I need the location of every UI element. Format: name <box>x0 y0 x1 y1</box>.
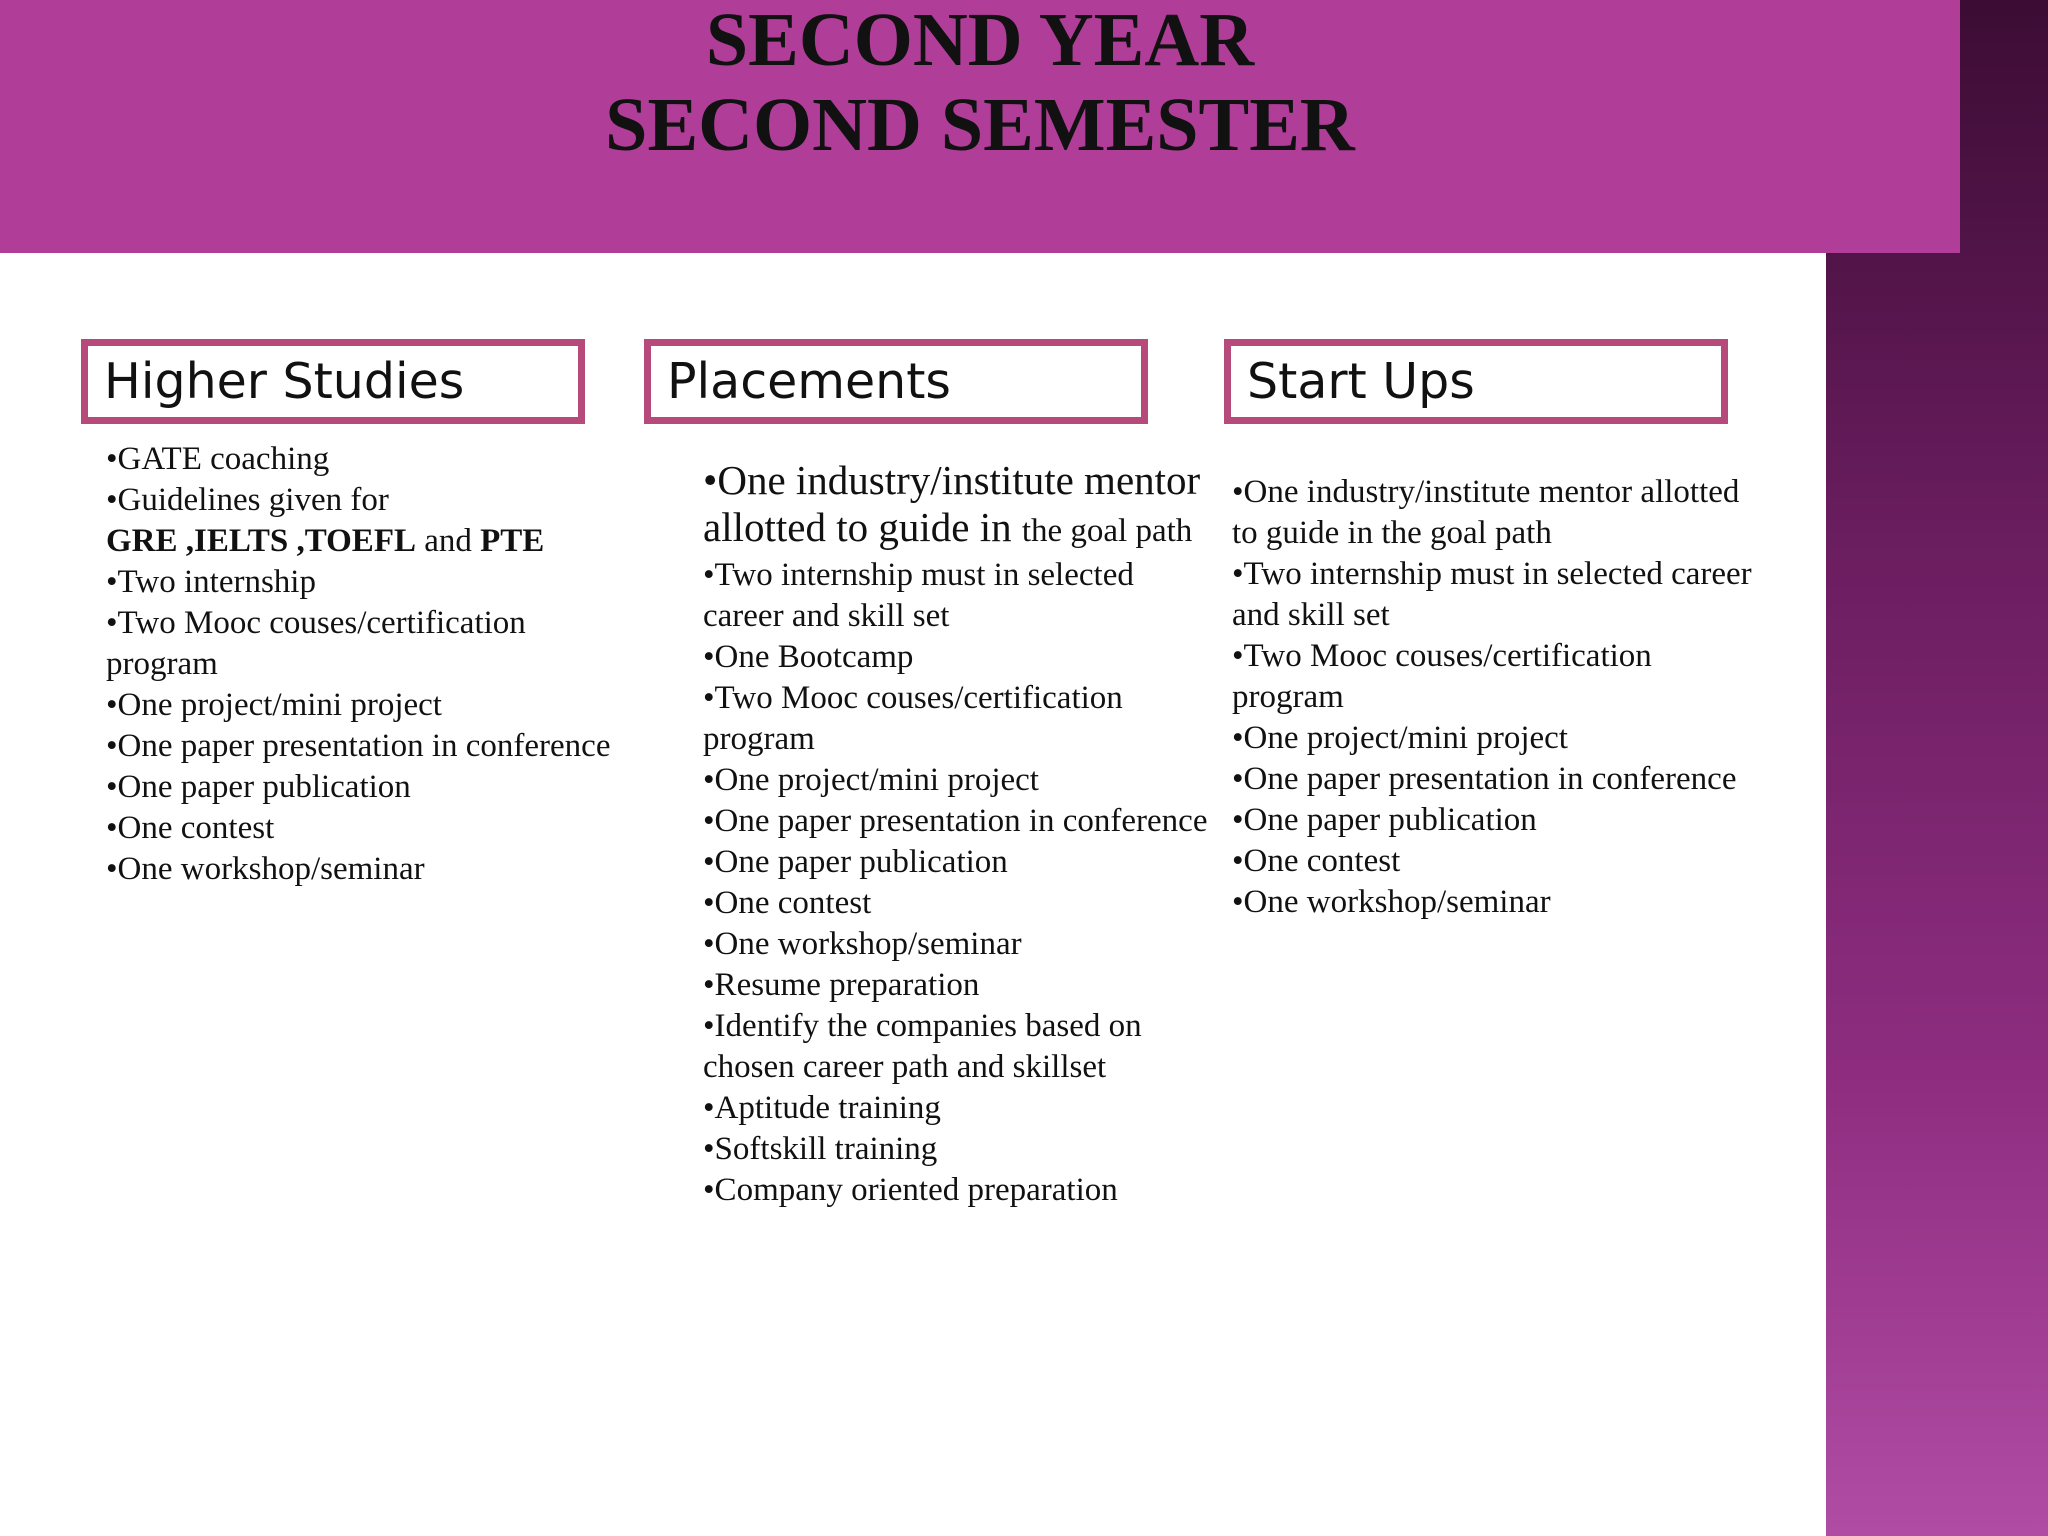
list-item: •Company oriented preparation <box>703 1172 1118 1208</box>
higher-studies-heading: Higher Studies <box>104 353 465 410</box>
list-item: •Two internship <box>106 564 316 600</box>
placements-heading: Placements <box>667 353 951 410</box>
list-item: •Aptitude training <box>703 1090 941 1126</box>
list-item: •Softskill training <box>703 1131 938 1167</box>
list-item: •One paper presentation in conference <box>703 803 1208 839</box>
list-item: •Two Mooc couses/certification <box>106 605 526 641</box>
exam-pte: PTE <box>480 523 545 559</box>
list-item: •One contest <box>703 885 872 921</box>
exam-list-item <box>106 521 646 562</box>
list-item: •One paper publication <box>106 769 411 805</box>
placements-list <box>703 555 1243 1211</box>
list-item: •Guidelines given for <box>106 482 389 518</box>
list-item: •One paper publication <box>1232 802 1537 838</box>
list-item: •Two Mooc couses/certification <box>703 680 1123 716</box>
mentor-lead-small: the goal path <box>1021 513 1193 549</box>
list-item: •One project/mini project <box>1232 720 1568 756</box>
list-item: •One paper presentation in conference <box>106 728 611 764</box>
higher-studies-heading-box <box>81 339 585 424</box>
list-item: and skill set <box>1232 597 1390 633</box>
list-item: chosen career path and skillset <box>703 1049 1107 1085</box>
list-item: •One workshop/seminar <box>1232 884 1551 920</box>
list-item: •Two Mooc couses/certification <box>1232 638 1652 674</box>
list-item: program <box>1232 679 1344 715</box>
title-line-1: SECOND YEAR <box>705 0 1255 82</box>
list-item: program <box>703 721 815 757</box>
list-item: •GATE coaching <box>106 441 330 477</box>
placements-mentor-item <box>703 457 1243 555</box>
list-item: •One contest <box>1232 843 1401 879</box>
list-item: •One paper presentation in conference <box>1232 761 1737 797</box>
list-item: •Identify the companies based on <box>703 1008 1142 1044</box>
list-item: program <box>106 646 218 682</box>
list-item: •One project/mini project <box>106 687 442 723</box>
placements-heading-box <box>644 339 1148 424</box>
list-item: •One paper publication <box>703 844 1008 880</box>
list-item: •Two internship must in selected career <box>1232 556 1752 592</box>
exam-and: and <box>424 523 472 559</box>
list-item: •Two internship must in selected <box>703 557 1134 593</box>
list-item: •One Bootcamp <box>703 639 914 675</box>
start-ups-heading-box <box>1224 339 1728 424</box>
slide-title <box>0 0 1960 168</box>
list-item: •One project/mini project <box>703 762 1039 798</box>
exam-comma-toefl <box>296 523 416 559</box>
exam-ielts: ,IELTS <box>185 523 289 559</box>
list-item: •Resume preparation <box>703 967 980 1003</box>
list-item: •One industry/institute mentor allotted <box>1232 474 1740 510</box>
mentor-lead-large: •One industry/institute mentor allotted to guide in <box>703 457 1201 550</box>
list-item: •One workshop/seminar <box>106 851 425 887</box>
higher-studies-list <box>106 439 646 890</box>
start-ups-heading: Start Ups <box>1247 353 1475 410</box>
exam-gre: GRE <box>106 523 178 559</box>
title-line-2: SECOND SEMESTER <box>605 83 1355 167</box>
list-item: •One contest <box>106 810 275 846</box>
start-ups-list <box>1232 472 1792 923</box>
exam-toefl: ,TOEFL <box>296 523 416 559</box>
list-item: •One workshop/seminar <box>703 926 1022 962</box>
list-item: to guide in the goal path <box>1232 515 1552 551</box>
list-item: career and skill set <box>703 598 950 634</box>
